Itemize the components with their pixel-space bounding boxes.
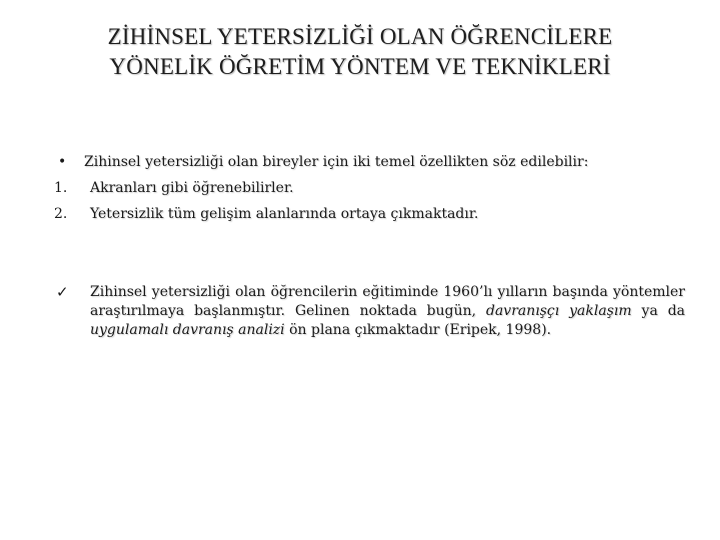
list-item-2-text: Yetersizlik tüm gelişim alanlarında ortaya çıkmaktadır. — [90, 206, 479, 222]
list-item-2-marker: 2. — [54, 206, 68, 222]
para-italic-2: uygulamalı davranış analizi — [90, 322, 285, 338]
para-italic-1: davranışçı yaklaşım — [486, 303, 632, 319]
list-item-1-text: Akranları gibi öğrenebilirler. — [90, 180, 294, 196]
bullet-marker: • — [58, 154, 67, 170]
title-line-2: YÖNELİK ÖĞRETİM YÖNTEM VE TEKNİKLERİ — [109, 54, 611, 79]
slide-title — [40, 22, 680, 82]
bullet-text: Zihinsel yetersizliği olan bireyler için iki temel özellikten söz edilebilir: — [84, 154, 589, 170]
title-line-1: ZİHİNSEL YETERSİZLİĞİ OLAN ÖĞRENCİLERE — [107, 24, 613, 49]
para-text-before: Zihinsel yetersizliği olan öğrencilerin eğitiminde 1960’lı yılların başında yöntemler araştırılmaya başlanmıştır. Gelinen noktada bugün, — [90, 284, 685, 319]
checkmark-icon: ✓ — [56, 283, 69, 301]
para-text-after: ön plana çıkmaktadır (Eripek, 1998). — [284, 322, 552, 338]
list-item-1-marker: 1. — [54, 180, 68, 196]
check-item-paragraph — [90, 283, 685, 340]
para-text-middle: ya da — [631, 303, 685, 319]
